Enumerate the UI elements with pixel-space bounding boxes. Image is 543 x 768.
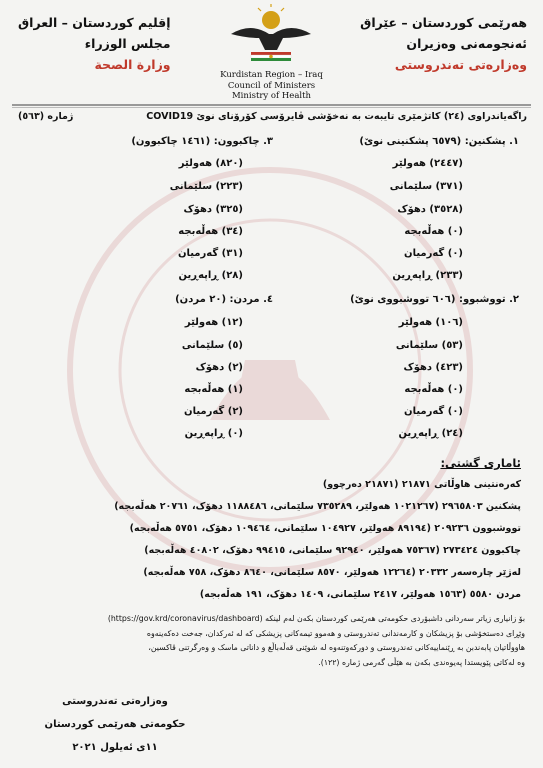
- report-title: راگەیاندراوی (٢٤) کاتژمێری تایبەت بە نەخۆشی ڤایرۆسی کۆرۆنای نوێ COVID19: [146, 111, 527, 122]
- list-item: (٢٢٣) سلێمانی: [169, 181, 243, 192]
- paragraph-line: وێڕای دەستخۆشی بۆ پزیشکان و کارمەندانی تەندروستی و هەموو تیمەکانی پزیشکی کە لە ئەرکدان، جەخت دەکەینەوە: [146, 628, 525, 638]
- kurdistan-emblem-icon: [221, 4, 321, 64]
- recovered-heading: ٣. چاکبوون: (١٤٦١ چاکبوون): [131, 136, 273, 147]
- list-item: (٢) دهۆک: [195, 362, 243, 373]
- list-item: (٤٢٣) دهۆک: [403, 362, 463, 373]
- stats-row: پشکنین ٢٩٦٥٨٠٣ (١٠٢١٢٦٧ هەولێر، ٧٣٥٢٨٩ سلێمانی، ١١٨٨٤٨٦ دهۆک، ٢٠٧٦١ هەڵەبجە): [114, 501, 521, 512]
- ministry-name: وەزارەتی تەندروستی: [394, 57, 527, 72]
- list-item: (٢) گەرمیان: [184, 406, 243, 417]
- region-name: هەرێمی کوردستان – عێراق: [360, 15, 527, 30]
- list-item: (٥) سلێمانی: [181, 340, 243, 351]
- deaths-heading: ٤. مردن: (٢٠ مردن): [175, 294, 273, 305]
- list-item: (٥٣) سلێمانی: [395, 340, 463, 351]
- list-item: (١٢) هەولێر: [184, 317, 243, 328]
- list-item: (٠) گەرمیان: [404, 248, 463, 259]
- report-number: ژمارە (٥٦٣): [18, 111, 74, 122]
- list-item: (٢٣٣) ڕاپەڕین: [392, 270, 463, 281]
- list-item: (٣٢٥) دهۆک: [183, 204, 243, 215]
- header-divider: [12, 104, 531, 106]
- signature-line: حکومەتی هەرێمی کوردستان: [44, 719, 186, 730]
- list-item: (٨٢٠) هەولێر: [178, 158, 243, 169]
- stats-row: چاکبوون ٢٧٣٤٢٤ (٧٥٣٦٧ هەولێر، ٩٢٩٤٠ سلێمانی، ٩٩٤١٥ دهۆک، ٤٠٨٠٢ هەڵەبجە): [144, 545, 521, 556]
- list-item: (٣٥٢٨) دهۆک: [397, 204, 463, 215]
- list-item: (١) هەڵەبجە: [184, 384, 243, 395]
- list-item: (٢٤٤٧) هەولێر: [392, 158, 463, 169]
- list-item: (٣٤) هەڵەبجە: [178, 226, 243, 237]
- emblem-caption-line: Ministry of Health: [231, 91, 312, 101]
- stats-row: کەرەنتینی هاوڵاتی ٢١٨٧١ (٢١٨٧١ دەرچوو): [322, 479, 521, 490]
- list-item: (٠) هەڵەبجە: [404, 226, 463, 237]
- signature-line: وەزارەتی تەندروستی: [62, 696, 168, 707]
- list-item: (١٠٦) هەولێر: [398, 317, 463, 328]
- paragraph-line: هاووڵاتیان پابەندبن بە ڕێنماییەکانی تەندروستی و دورکەوتنەوە لە شوێنی قەڵەباڵغ و داناتی ماسک و وەرگرتنی ڤاکسین،: [148, 643, 525, 652]
- ministry-name-arabic: وزارة الصحة: [94, 57, 171, 72]
- report-title-row: [18, 111, 527, 122]
- list-item: (٣١) گەرمیان: [177, 248, 243, 259]
- signature-date: ١١ی ئەیلول ٢٠٢١: [72, 742, 158, 753]
- emblem-caption: [180, 70, 363, 102]
- stats-row: مردن ٥٥٨٠ (١٥٦٣ هەولێر، ٢٤١٧ سلێمانی، ١٤٠٩ دهۆک، ١٩١ هەڵەبجە): [199, 589, 521, 600]
- tests-heading: ١. پشکنین: (٦٥٧٩ پشکنینی نوێ): [359, 136, 519, 147]
- header-divider: [12, 107, 531, 108]
- emblem-caption-line: Kurdistan Region – Iraq: [220, 70, 323, 80]
- list-item: (٠) ڕاپەڕین: [184, 428, 243, 439]
- paragraph-line: وە لەکاتی پێویستدا پەیوەندی بکەن بە هێڵی گەرمی ژمارە (١٢٢).: [318, 657, 525, 667]
- list-item: (٢٨) ڕاپەڕین: [178, 270, 243, 281]
- header-arabic: [18, 12, 171, 75]
- infected-heading: ٢. تووشبوو: (٦٠٦ تووشبووی نوێ): [350, 294, 519, 305]
- stats-row: لەژێر چارەسەر ٢٠٣٣٢ (١٢٢٦٤ هەولێر، ٨٥٧٠ سلێمانی، ٨٦٤٠ دهۆک، ٧٥٨ هەڵەبجە): [143, 567, 521, 578]
- header-kurdish: [360, 12, 527, 75]
- list-item: (٣٧١) سلێمانی: [389, 181, 463, 192]
- council-name-arabic: مجلس الوزراء: [84, 36, 171, 51]
- council-name: ئەنجومەنی وەزیران: [406, 36, 527, 51]
- list-item: (٢٤) ڕاپەڕین: [398, 428, 463, 439]
- closing-paragraph: [20, 612, 525, 670]
- list-item: (٠) گەرمیان: [404, 406, 463, 417]
- region-name-arabic: إقليم كوردستان – العراق: [18, 15, 171, 30]
- emblem-caption-line: Council of Ministers: [227, 80, 316, 91]
- stats-row: تووشبوون ٢٠٩٢٣٦ (٨٩١٩٤ هەولێر، ١٠٤٩٢٧ سلێمانی، ١٠٩٤٦٤ دهۆک، ٥٧٥١ هەڵەبجە): [129, 523, 521, 534]
- list-item: (٠) هەڵەبجە: [404, 384, 463, 395]
- signature-block: [30, 690, 200, 759]
- general-stats-heading: ئاماری گشتی:: [440, 456, 521, 470]
- paragraph-line: بۆ زانیاری زیاتر سەردانی داشبۆردی حکومەتی هەرێمی کوردستان بکەن لەم لینکە (https://gov.krd/coronavirus/dashboard): [107, 614, 525, 623]
